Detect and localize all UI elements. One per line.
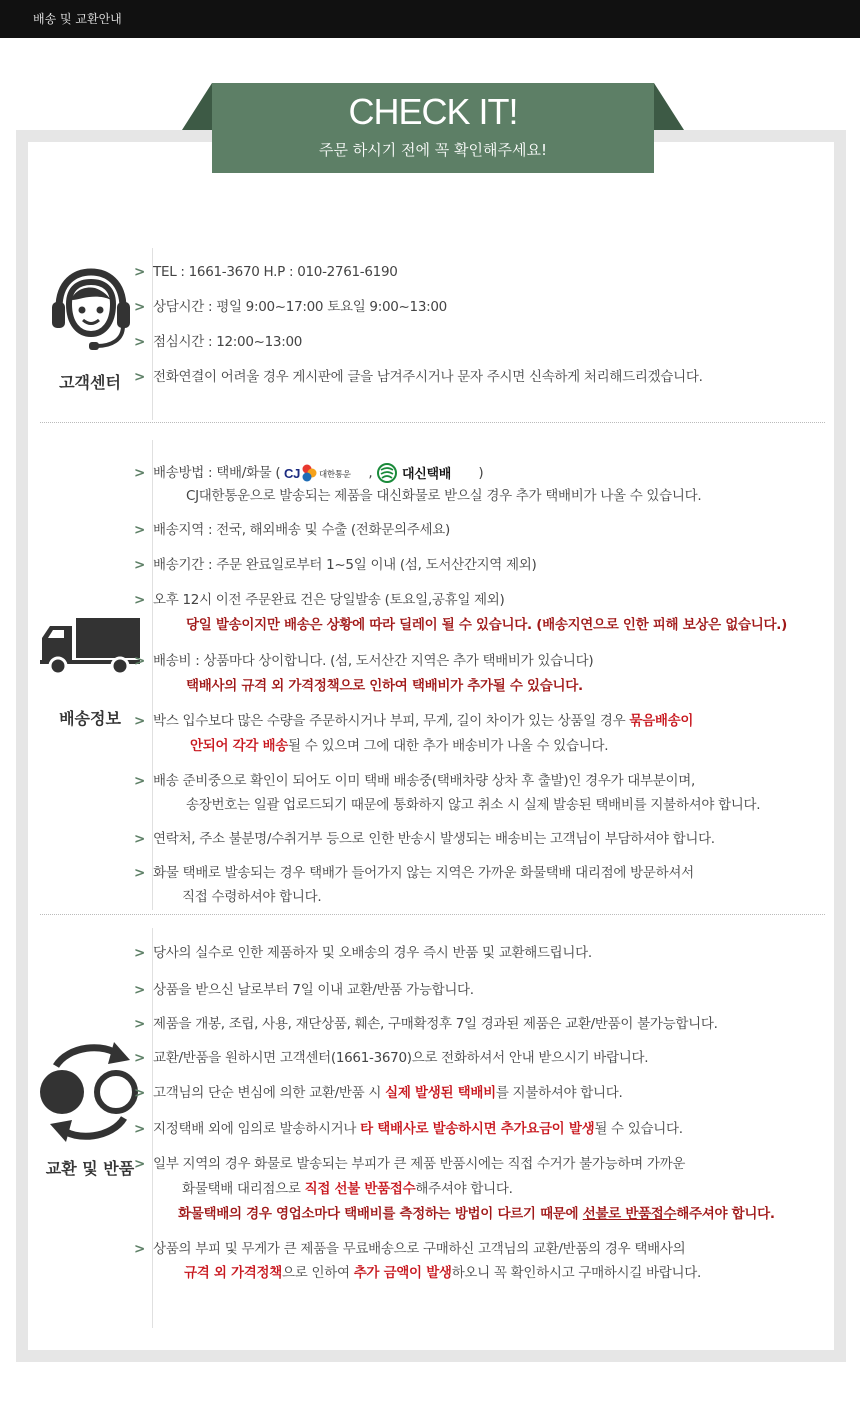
line-text: 를 지불하셔야 합니다. [495,1085,623,1101]
bullet-arrow: > [134,1016,146,1032]
shipping-fee-note: 택배사의 규격 외 가격정책으로 인하여 택배비가 추가될 수 있습니다. [186,678,583,694]
bullet-arrow: > [134,557,146,573]
line-text: 박스 입수보다 많은 수량을 주문하시거나 부피, 무게, 길이 차이가 있는 상품일 경우 [153,713,630,729]
bullet-arrow: > [134,522,146,538]
line-text: 해주셔야 합니다. [676,1206,775,1222]
bullet-arrow: > [134,299,146,315]
highlight-text: 실제 발생된 택배비 [385,1085,496,1101]
bullet-arrow: > [134,982,146,998]
line-text: 고객님의 단순 변심에 의한 교환/반품 시 [153,1085,386,1101]
bullet-arrow: > [134,1050,146,1066]
shipping-method-line [134,462,483,484]
shipping-method-sub: CJ대한통운으로 발송되는 제품을 대신화물로 받으실 경우 추가 택배비가 나올 수 있습니다. [186,488,702,504]
line-text: 오후 12시 이전 주문완료 건은 당일발송 (토요일,공휴일 제외) [153,592,505,608]
highlight-text: 직접 선불 반품접수 [304,1181,416,1197]
bullet-arrow: > [134,1085,146,1101]
line-text: TEL : 1661-3670 H.P : 010-2761-6190 [153,264,398,280]
daesin-logo [376,462,474,484]
customer-line-1 [134,263,398,281]
check-banner [212,83,654,173]
cj-logo-text: 대한통운 [319,470,352,480]
bullet-arrow: > [134,334,146,350]
exchange-line-8-sub [184,1264,701,1282]
banner-subtitle: 주문 하시기 전에 꼭 확인해주세요! [319,141,547,159]
exchange-line-5 [134,1084,622,1102]
highlight-text: 안되어 각각 배송 [190,738,288,754]
line-text: 상품을 받으신 날로부터 7일 이내 교환/반품 가능합니다. [153,982,474,998]
line-text: 될 수 있으며 그에 대한 추가 배송비가 나올 수 있습니다. [288,738,609,754]
shipping-area-line [134,521,450,539]
bullet-arrow: > [134,653,146,669]
line-text: 배송방법 : 택배/화물 ( [153,465,281,481]
cj-logo [284,462,364,484]
bullet-arrow: > [134,369,146,385]
shipping-contact-line [134,830,715,848]
line-text: 점심시간 : 12:00~13:00 [153,334,303,350]
banner-wing-left [182,83,212,130]
daesin-logo-icon [376,462,474,484]
line-text: 배송지역 : 전국, 해외배송 및 수출 (전화문의주세요) [153,522,450,538]
line-text: 화물택배 대리점으로 [182,1181,305,1197]
line-text: 상품의 부피 및 무게가 큰 제품을 무료배송으로 구매하신 고객님의 교환/반품의 경우 택배사의 [153,1241,686,1257]
shipping-sameday-note: 당일 발송이지만 배송은 상황에 따라 딜레이 될 수 있습니다. (배송지연으로 인한 피해 보상은 없습니다.) [186,617,787,633]
banner-title: CHECK IT! [348,91,518,132]
highlight-text: 규격 외 가격정책 [184,1265,282,1281]
line-text: 배송 준비중으로 확인이 되어도 이미 택배 배송중(택배차량 상차 후 출발)인 경우가 대부분이며, [153,773,696,789]
shipping-cargo-sub: 직접 수령하셔야 합니다. [182,889,322,905]
cj-mark-text: CJ [284,466,301,481]
shipping-prep-line [134,772,695,790]
bullet-arrow: > [134,713,146,729]
exchange-line-7 [134,1155,685,1173]
bullet-arrow: > [134,865,146,881]
line-text: 교환/반품을 원하시면 고객센터(1661-3670)으로 전화하셔서 안내 받으시기 바랍니다. [153,1050,649,1066]
exchange-line-7-sub [182,1180,513,1198]
bullet-arrow: > [134,1121,146,1137]
highlight-text: 타 택배사로 발송하시면 추가요금이 발생 [360,1121,595,1137]
line-text: 배송비 : 상품마다 상이합니다. (섬, 도서산간 지역은 추가 택배비가 있습니다) [153,653,594,669]
shipping-sameday-line [134,591,505,609]
exchange-line-8 [134,1240,685,1258]
section-label: 교환 및 반품 [45,1159,135,1178]
underlined-text: 선불로 반품접수 [582,1206,677,1222]
line-text: 화물택배의 경우 영업소마다 택배비를 측정하는 방법이 다르기 때문에 [178,1206,583,1222]
bullet-arrow: > [134,592,146,608]
line-text: 배송기간 : 주문 완료일로부터 1~5일 이내 (섬, 도서산간지역 제외) [153,557,537,573]
section-divider [40,422,825,423]
top-bar [0,0,860,38]
section-divider [40,914,825,915]
bullet-arrow: > [134,1156,146,1172]
line-text: 해주셔야 합니다. [415,1181,513,1197]
line-text: 하오니 꼭 확인하시고 구매하시길 바랍니다. [451,1265,701,1281]
bullet-arrow: > [134,465,146,481]
bullet-arrow: > [134,945,146,961]
shipping-box-sub [190,737,608,755]
shipping-period-line [134,556,537,574]
exchange-line-7-note [178,1205,775,1223]
banner-wing-right [654,83,684,130]
shipping-prep-sub: 송장번호는 일괄 업로드되기 때문에 통화하지 않고 취소 시 실제 발송된 택배비를 지불하셔야 합니다. [186,797,761,813]
cj-logo-icon [284,462,364,484]
line-text: 으로 인하여 [282,1265,354,1281]
line-text: ) [478,465,484,481]
line-text: 일부 지역의 경우 화물로 발송되는 부피가 큰 제품 반품시에는 직접 수거가 불가능하며 가까운 [153,1156,686,1172]
exchange-line-3 [134,1015,718,1033]
section-label: 고객센터 [59,373,121,392]
exchange-line-6 [134,1120,683,1138]
line-text: 전화연결이 어려울 경우 게시판에 글을 남겨주시거나 문자 주시면 신속하게 처리해드리겠습니다. [153,369,703,385]
line-text: 당사의 실수로 인한 제품하자 및 오배송의 경우 즉시 반품 및 교환해드립니다. [153,945,592,961]
shipping-fee-line [134,652,593,670]
line-text: 화물 택배로 발송되는 경우 택배가 들어가지 않는 지역은 가까운 화물택배 대리점에 방문하셔서 [153,865,694,881]
line-text: 될 수 있습니다. [594,1121,683,1137]
headset-icon [49,268,133,354]
comma: , [368,465,373,481]
customer-line-3 [134,333,302,351]
line-text: 지정택배 외에 임의로 발송하시거나 [153,1121,361,1137]
customer-line-2 [134,298,447,316]
customer-line-4 [134,368,703,386]
exchange-icon [34,1036,146,1144]
highlight-text: 추가 금액이 발생 [353,1265,452,1281]
exchange-line-1 [134,944,592,962]
page-title: 배송 및 교환안내 [33,12,122,26]
exchange-line-2 [134,981,474,999]
line-text: 상담시간 : 평일 9:00~17:00 토요일 9:00~13:00 [153,299,447,315]
shipping-cargo-line [134,864,694,882]
truck-icon [40,616,140,676]
bullet-arrow: > [134,1241,146,1257]
shipping-box-line [134,712,693,730]
bullet-arrow: > [134,773,146,789]
line-text: 제품을 개봉, 조립, 사용, 재단상품, 훼손, 구매확정후 7일 경과된 제품은 교환/반품이 불가능합니다. [153,1016,718,1032]
bullet-arrow: > [134,264,146,280]
line-text: 연락처, 주소 불분명/수취거부 등으로 인한 반송시 발생되는 배송비는 고객님이 부담하셔야 합니다. [153,831,715,847]
section-label: 배송정보 [59,709,121,728]
daesin-logo-text: 대신택배 [402,467,452,482]
exchange-line-4 [134,1049,648,1067]
highlight-text: 묶음배송이 [629,713,694,729]
bullet-arrow: > [134,831,146,847]
